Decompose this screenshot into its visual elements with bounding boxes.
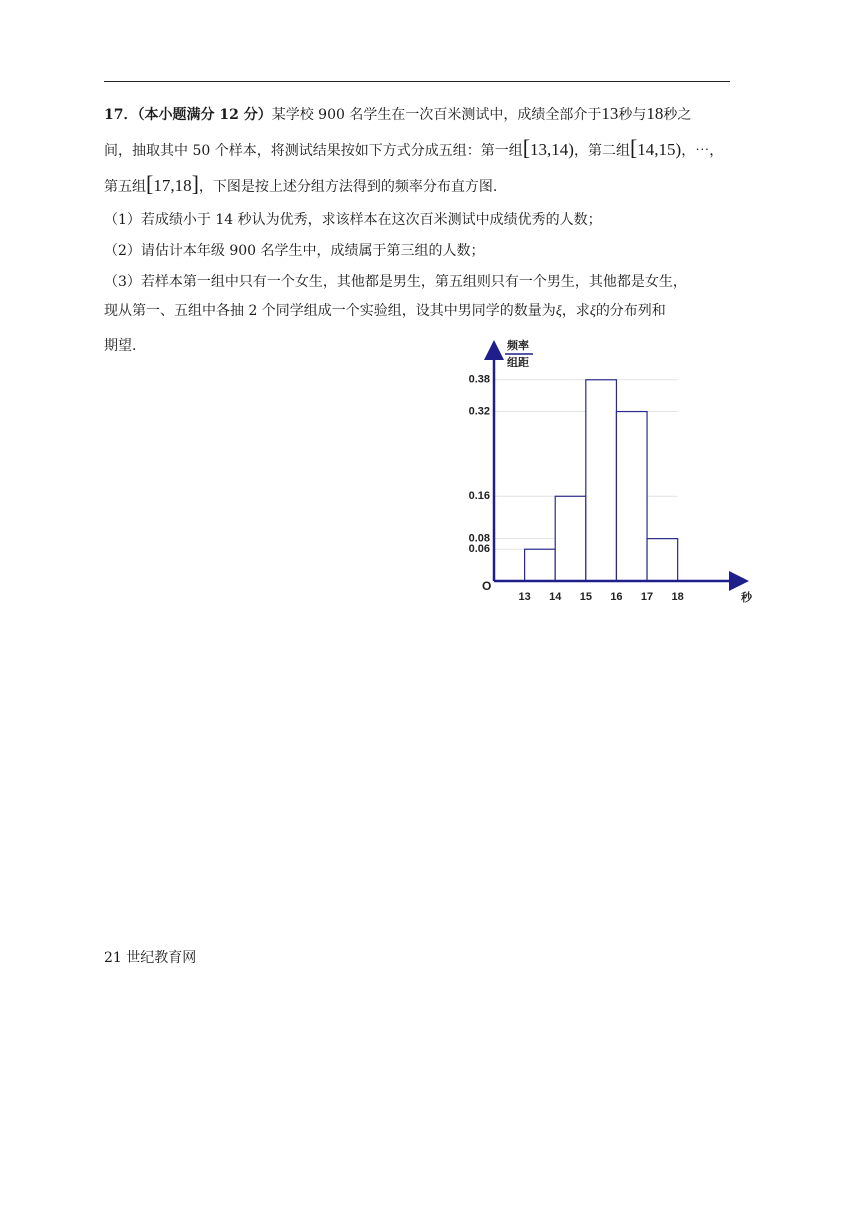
question-3-text-c: 的分布列和 (595, 303, 666, 319)
histogram-bar-1 (525, 549, 556, 581)
problem-number: 17． (104, 107, 138, 123)
question-3-line-3: 期望. (104, 338, 137, 354)
x-tick-label-0: 13 (518, 591, 531, 603)
x-tick-label-1: 14 (549, 591, 562, 603)
y-axis-label-top: 频率 (507, 339, 529, 352)
x-tick-label-5: 18 (671, 591, 684, 603)
x-tick-label-4: 17 (640, 591, 654, 603)
problem-text-1a: 某学校 900 名学生在一次百米测试中，成绩全部介于 (271, 107, 602, 123)
interval-2: 14,15) (637, 140, 682, 159)
problem-text-3a: 第五组 (104, 179, 146, 195)
problem-text-2b: ，第二组 (573, 143, 630, 159)
question-3-line-1: （3）若样本第一组中只有一个女生，其他都是男生，第五组则只有一个男生，其他都是女生， (104, 274, 687, 290)
x-axis-label: 秒 (741, 592, 752, 604)
problem-text-1b: 秒与 (618, 107, 647, 123)
problem-line-2 (104, 135, 724, 161)
frequency-histogram (455, 338, 775, 608)
math-18: 18 (646, 104, 664, 123)
xi-symbol-2: ξ (589, 304, 596, 319)
question-1: （1）若成绩小于 14 秒认为优秀，求该样本在这次百米测试中成绩优秀的人数； (104, 212, 602, 228)
bracket-left-1: [ (522, 135, 531, 160)
x-tick-label-3: 16 (610, 591, 623, 603)
y-tick-label-2: 0.16 (468, 490, 490, 503)
bracket-left-3: [ (146, 171, 154, 196)
histogram-bar-3 (586, 380, 617, 581)
question-3-text-a: 现从第一、五组中各抽 2 个同学组成一个实验组，设其中男同学的数量为 (104, 303, 556, 319)
question-3-line-2 (104, 301, 666, 322)
histogram-bar-2 (555, 496, 586, 581)
bracket-left-2: [ (629, 135, 638, 160)
problem-text-2a: 间，抽取其中 50 个样本，将测试结果按如下方式分成五组：第一组 (104, 143, 523, 159)
question-2: （2）请估计本年级 900 名学生中，成绩属于第三组的人数； (104, 243, 485, 259)
question-3-text-b: ，求 (561, 303, 590, 319)
y-tick-label-3: 0.08 (468, 532, 490, 545)
xi-symbol-1: ξ (555, 304, 562, 319)
problem-text-2c: ，⋯， (681, 143, 724, 159)
top-rule (104, 81, 730, 82)
problem-line-3 (104, 171, 498, 197)
y-tick-label-4: 0.06 (468, 543, 490, 556)
footer-source: 21 世纪教育网 (104, 950, 197, 966)
interval-5: 17,18 (153, 176, 192, 195)
problem-text-1c: 秒之 (663, 107, 692, 123)
problem-line-1 (104, 104, 691, 125)
y-tick-label-1: 0.32 (468, 405, 490, 418)
bracket-right-3: ] (191, 171, 199, 196)
histogram-bar-5 (647, 539, 678, 581)
math-13: 13 (601, 104, 619, 123)
x-tick-label-2: 15 (579, 591, 592, 603)
problem-header: （本小题满分 12 分） (137, 107, 272, 123)
origin-label: O (482, 579, 492, 593)
y-axis-label-bottom: 组距 (507, 356, 529, 369)
interval-1: 13,14) (530, 140, 574, 159)
y-tick-label-0: 0.38 (468, 373, 490, 386)
problem-text-3b: ，下图是按上述分组方法得到的频率分布直方图. (198, 179, 498, 195)
histogram-bar-4 (616, 412, 647, 581)
